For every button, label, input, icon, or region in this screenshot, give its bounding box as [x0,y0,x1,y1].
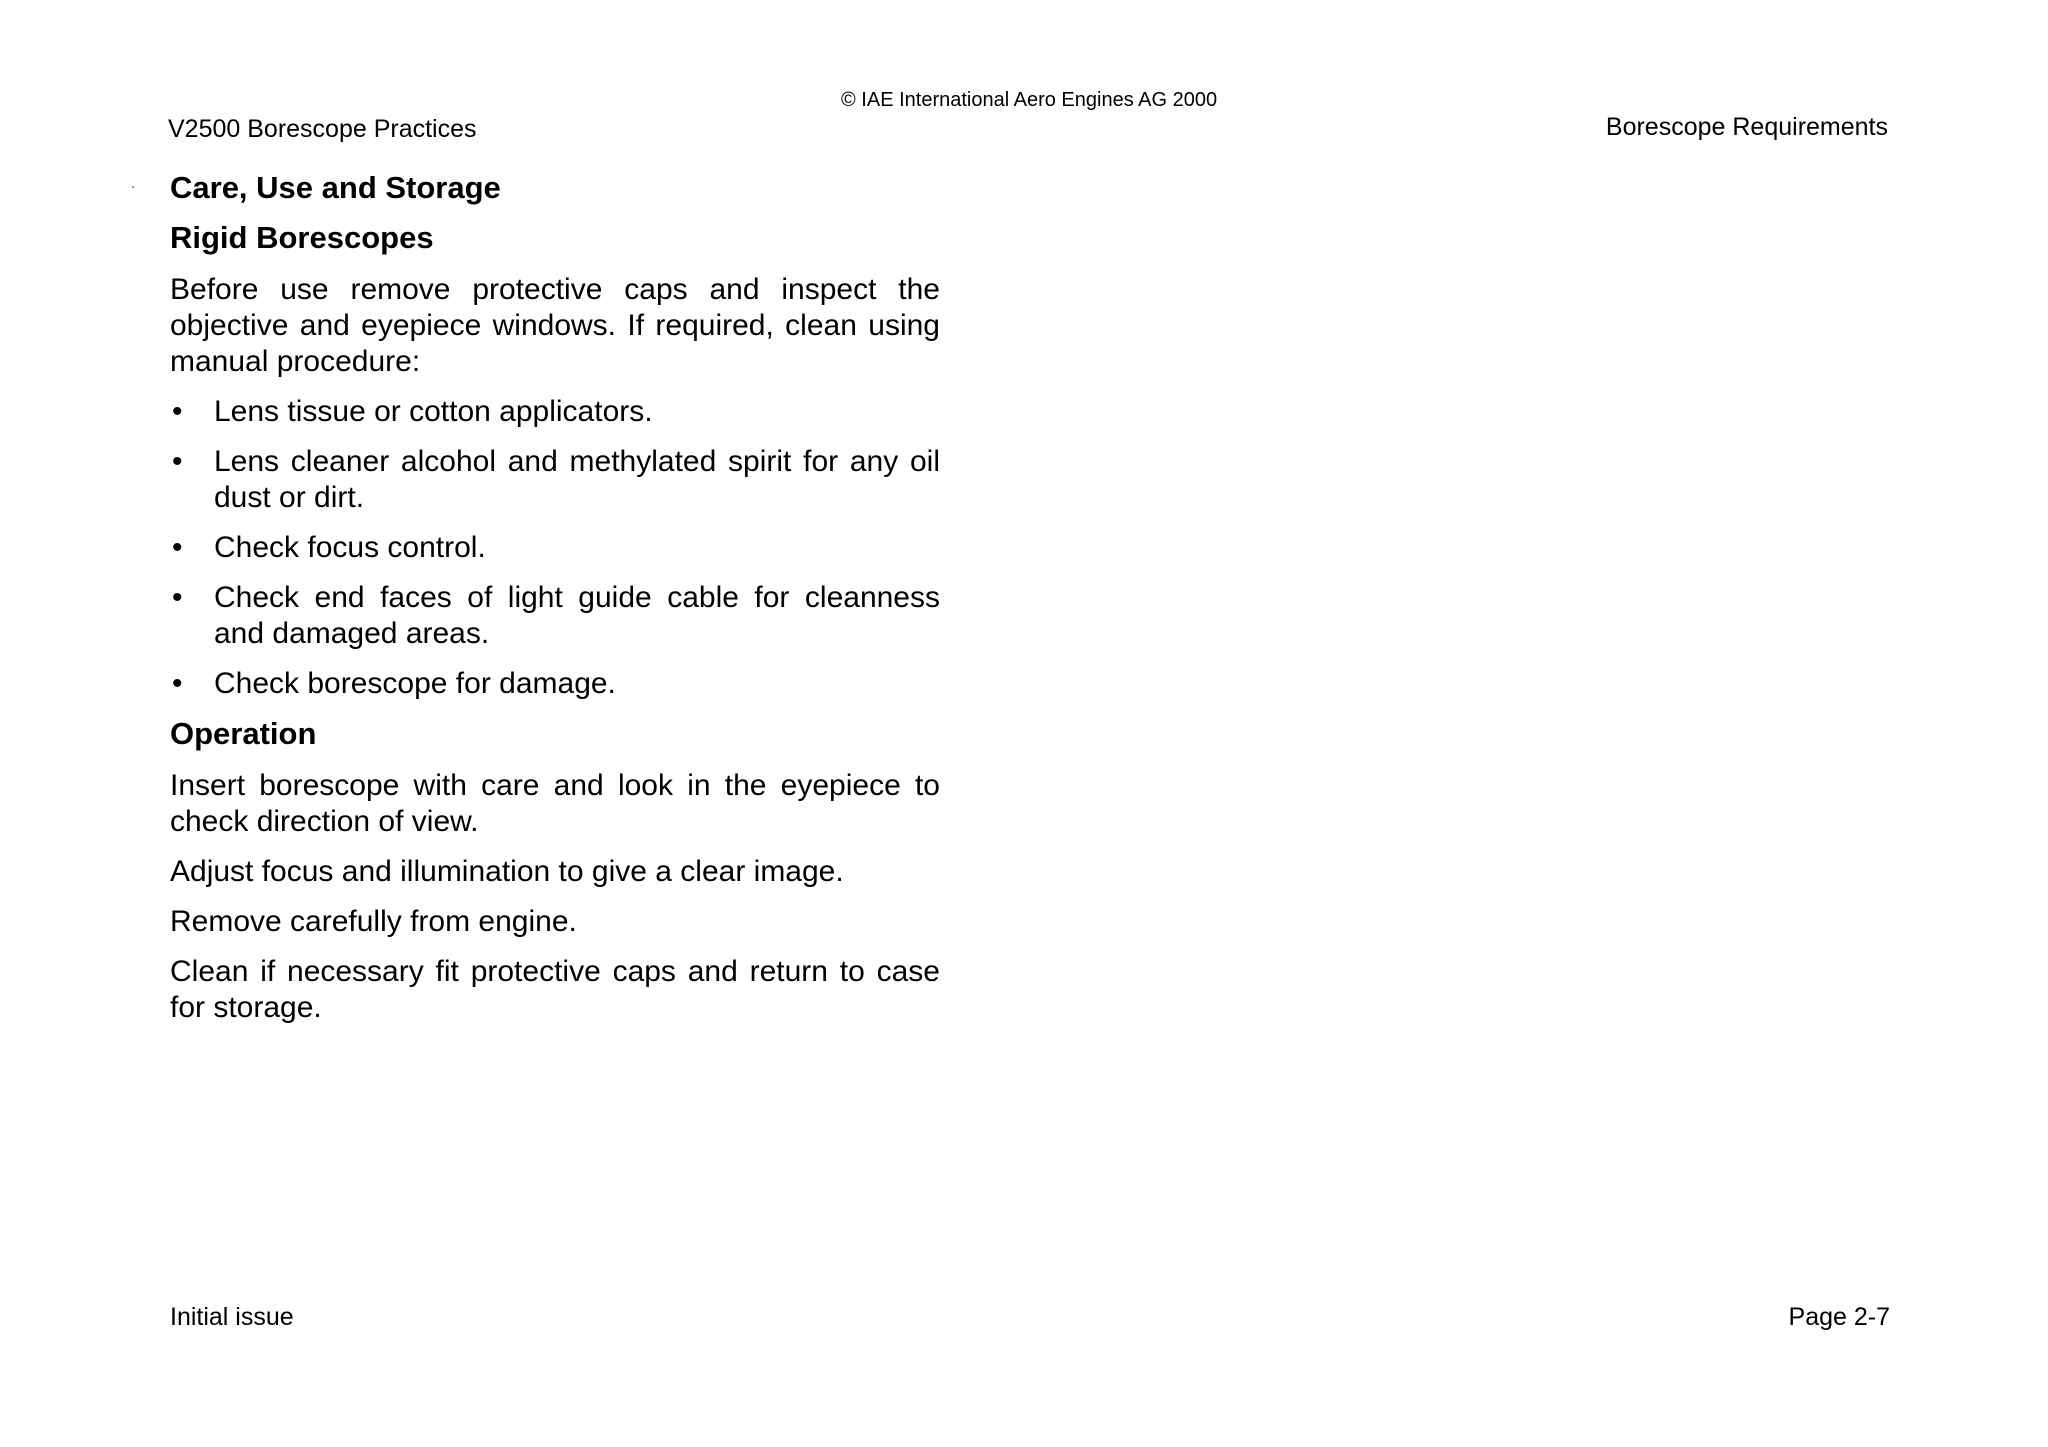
section-title: Care, Use and Storage [170,170,501,205]
list-item [170,666,940,702]
operation-paragraph: Adjust focus and illumination to give a clear image. [170,855,844,888]
list-item [170,580,940,652]
operation-paragraph: Remove carefully from engine. [170,905,577,938]
margin-mark [132,186,134,188]
list-item-text: Check end faces of light guide cable for cleanness and damaged areas. [214,581,940,650]
list-item-text: Lens cleaner alcohol and methylated spirit for any oil dust or dirt. [214,445,940,514]
intro-paragraph: Before use remove protective caps and inspect the objective and eyepiece windows. If required, clean using manual procedure: [170,273,940,378]
list-item-text: Lens tissue or cotton applicators. [214,395,653,428]
bullet-icon: • [172,667,183,700]
operation-paragraph: Insert borescope with care and look in the eyepiece to check direction of view. [170,769,940,838]
list-item-text: Check borescope for damage. [214,667,616,700]
subsection-title-operation: Operation [170,716,317,751]
header-section-name: Borescope Requirements [1605,113,1888,141]
bullet-icon: • [172,581,183,614]
footer-issue-status: Initial issue [170,1303,294,1331]
list-item [170,394,940,430]
list-item [170,444,940,516]
header-document-title: V2500 Borescope Practices [168,115,477,143]
bullet-icon: • [172,395,183,428]
footer-page-number: Page 2-7 [1788,1303,1890,1331]
subsection-title-rigid-borescopes: Rigid Borescopes [170,220,434,255]
procedure-list [170,394,940,702]
list-item [170,530,940,566]
bullet-icon: • [172,531,183,564]
list-item-text: Check focus control. [214,531,486,564]
main-content [170,170,940,1040]
copyright-notice: © IAE International Aero Engines AG 2000 [841,89,1218,111]
operation-paragraph: Clean if necessary fit protective caps and return to case for storage. [170,955,940,1024]
bullet-icon: • [172,445,183,478]
